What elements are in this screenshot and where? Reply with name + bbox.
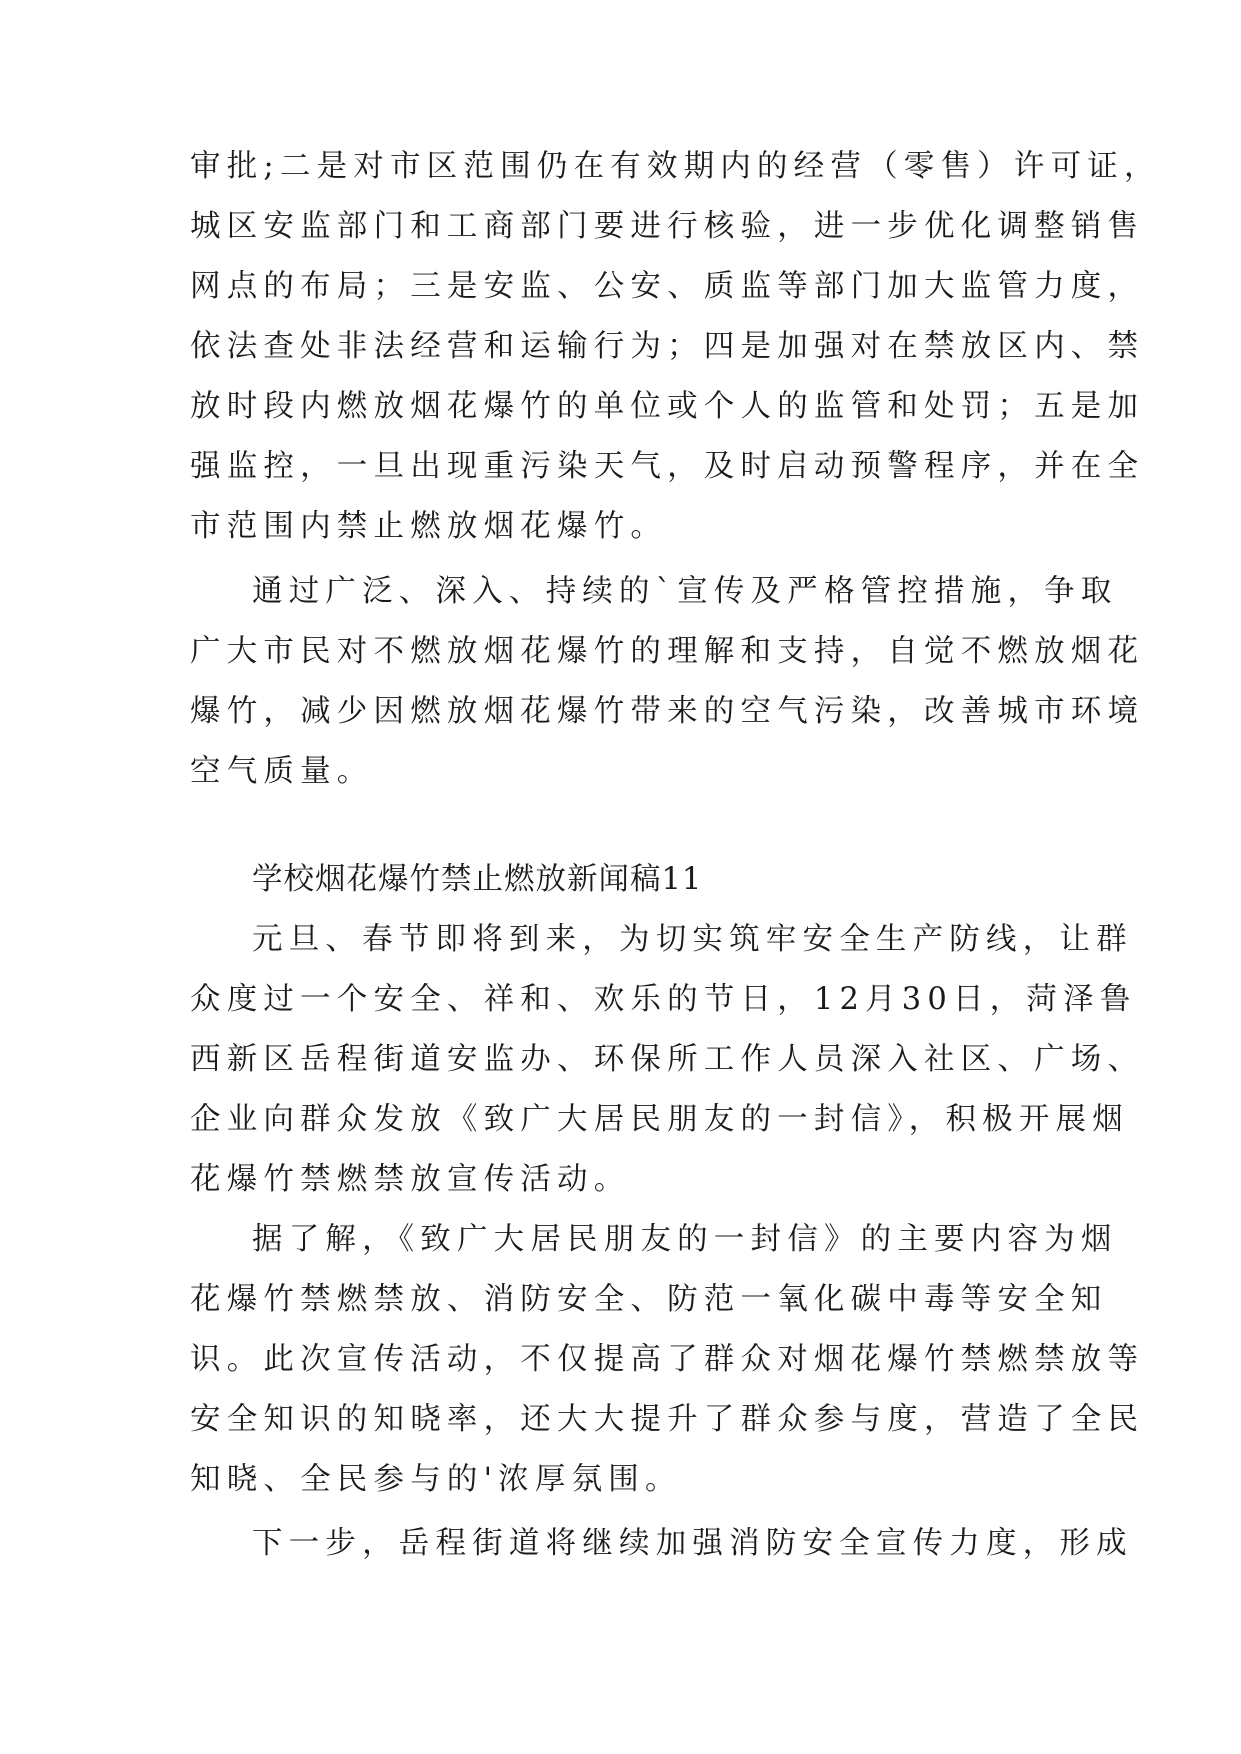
body-text-line: 市范围内禁止燃放烟花爆竹。 xyxy=(190,509,668,544)
body-text-line: 依法查处非法经营和运输行为；四是加强对在禁放区内、禁 xyxy=(190,329,1145,364)
body-text-line: 网点的布局；三是安监、公安、质监等部门加大监管力度， xyxy=(190,269,1145,304)
body-text-line: 通过广泛、深入、持续的`宣传及严格管控措施，争取 xyxy=(252,574,1118,609)
body-text-line: 企业向群众发放《致广大居民朋友的一封信》，积极开展烟 xyxy=(190,1102,1129,1137)
body-text-line: 空气质量。 xyxy=(190,754,374,789)
body-text-line: 西新区岳程街道安监办、环保所工作人员深入社区、广场、 xyxy=(190,1042,1145,1077)
body-text-line: 审批;二是对市区范围仍在有效期内的经营（零售）许可证， xyxy=(190,149,1161,184)
body-text-line: 识。此次宣传活动，不仅提高了群众对烟花爆竹禁燃禁放等 xyxy=(190,1342,1145,1377)
body-text-line: 下一步，岳程街道将继续加强消防安全宣传力度，形成 xyxy=(252,1526,1133,1561)
body-text-line: 广大市民对不燃放烟花爆竹的理解和支持，自觉不燃放烟花 xyxy=(190,634,1145,669)
body-text-line: 据了解，《致广大居民朋友的一封信》的主要内容为烟 xyxy=(252,1222,1118,1257)
body-text-line: 放时段内燃放烟花爆竹的单位或个人的监管和处罚；五是加 xyxy=(190,389,1145,424)
body-text-line: 花爆竹禁燃禁放宣传活动。 xyxy=(190,1162,631,1197)
body-text-line: 强监控，一旦出现重污染天气，及时启动预警程序，并在全 xyxy=(190,449,1145,484)
body-text-line: 众度过一个安全、祥和、欢乐的节日，12月30日，菏泽鲁 xyxy=(190,982,1137,1017)
article-title: 学校烟花爆竹禁止燃放新闻稿11 xyxy=(252,862,703,897)
body-text-line: 城区安监部门和工商部门要进行核验，进一步优化调整销售 xyxy=(190,209,1145,244)
body-text-line: 知晓、全民参与的'浓厚氛围。 xyxy=(190,1462,682,1497)
body-text-line: 花爆竹禁燃禁放、消防安全、防范一氧化碳中毒等安全知 xyxy=(190,1282,1108,1317)
body-text-line: 安全知识的知晓率，还大大提升了群众参与度，营造了全民 xyxy=(190,1402,1145,1437)
body-text-line: 元旦、春节即将到来，为切实筑牢安全生产防线，让群 xyxy=(252,922,1133,957)
body-text-line: 爆竹，减少因燃放烟花爆竹带来的空气污染，改善城市环境 xyxy=(190,694,1145,729)
